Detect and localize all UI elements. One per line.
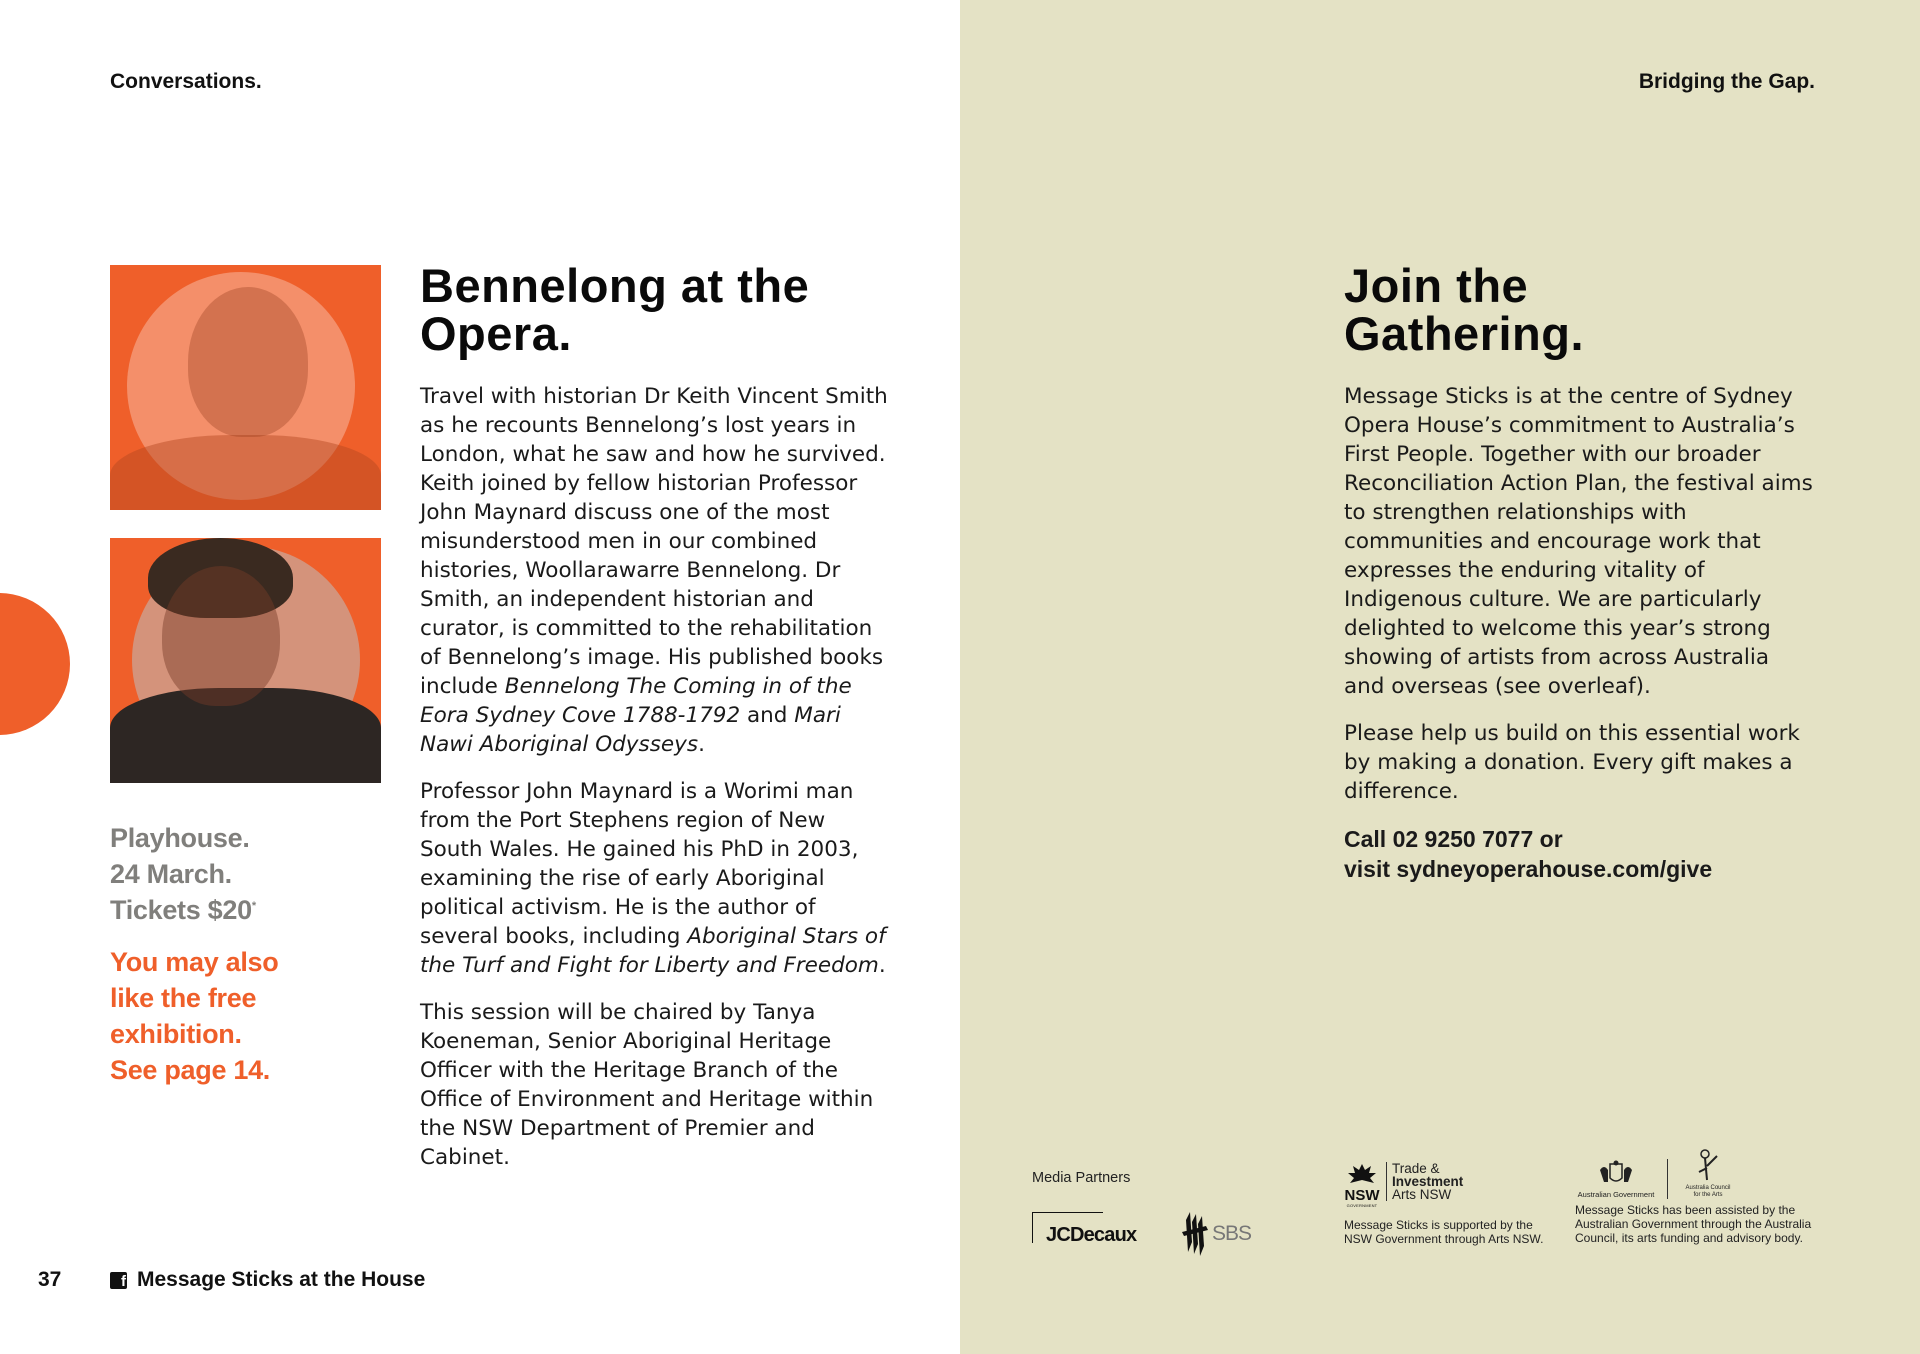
book-title: Bennelong The Coming in of the Eora Sydney Cove 1788-1792 (420, 674, 852, 728)
portrait-head (188, 287, 308, 437)
text-run: Professor John Maynard is a Worimi man from the Port Stephens region of New South Wales. He gained his PhD in 2003, examining the rise of early Aboriginal political activism. He is the author of several books, including (420, 779, 859, 949)
australian-government-label: Australian Government (1577, 1190, 1655, 1199)
australia-council-figure-icon (1693, 1148, 1723, 1182)
nsw-investment: Investment (1392, 1174, 1464, 1189)
logo-divider (1667, 1159, 1668, 1199)
nsw-wordmark: NSW (1344, 1187, 1380, 1204)
event-date: 24 March. (110, 859, 232, 889)
nsw-trade: Trade & (1392, 1161, 1440, 1176)
jcdecaux-logo (1032, 1212, 1150, 1244)
portrait-shoulders (110, 688, 381, 783)
promo-line: like the free (110, 983, 257, 1013)
portrait-keith-smith (110, 265, 381, 510)
australian-government-logos (1575, 1148, 1738, 1199)
australia-council-note: Message Sticks has been assisted by the Australian Government through the Australia Council, its arts funding and advisory body. (1575, 1203, 1812, 1245)
headline-line: Bennelong at the (420, 259, 810, 312)
sbs-logo (1182, 1212, 1251, 1256)
facebook-label: Message Sticks at the House (137, 1268, 426, 1291)
nsw-department-names (1386, 1162, 1463, 1201)
article-body-right (1344, 382, 1814, 884)
event-tickets (110, 892, 256, 928)
headline-line: Gathering. (1344, 307, 1585, 360)
running-head-left: Conversations. (110, 70, 262, 93)
decorative-orange-circle (0, 593, 70, 735)
paragraph: This session will be chaired by Tanya Koeneman, Senior Aboriginal Heritage Officer with the Heritage Branch of the Office of Environment and Heritage within the NSW Department of Premier and Cabinet. (420, 1000, 874, 1170)
headline-gathering (1344, 259, 1585, 360)
portrait-shoulders (110, 435, 381, 510)
event-venue: Playhouse. (110, 823, 250, 853)
headline-line: Join the (1344, 259, 1529, 312)
donation-call-to-action (1344, 824, 1814, 884)
nsw-government-label: GOVERNMENT (1346, 1203, 1378, 1208)
facebook-icon: f (110, 1272, 127, 1289)
promo-line: exhibition. (110, 1019, 242, 1049)
paragraph (420, 382, 890, 759)
australia-council-logo (1678, 1148, 1738, 1199)
portrait-john-maynard (110, 538, 381, 783)
cta-url[interactable]: visit sydneyoperahouse.com/give (1344, 856, 1713, 882)
exhibition-promo (110, 944, 278, 1088)
promo-line: See page 14. (110, 1055, 270, 1085)
book-title: Aboriginal Stars of the Turf and Fight for Liberty and Freedom (420, 924, 886, 978)
ticket-footnote-mark: * (251, 900, 256, 912)
text-run: . (698, 732, 705, 757)
portrait-head (162, 566, 280, 706)
running-head-right: Bridging the Gap. (1638, 70, 1815, 93)
ticket-price: Tickets $20 (110, 895, 252, 925)
text-run: Travel with historian Dr Keith Vincent Smith as he recounts Bennelong’s lost years in London, what he saw and how he survived. Keith joined by fellow historian Professor John Maynard discuss one of the most misunderstood men in our combined histories, Woollarawarre Bennelong. Dr Smith, an independent historian and curator, is committed to the rehabilitation of Bennelong’s image. His published books include (420, 384, 888, 699)
nsw-mark (1344, 1162, 1380, 1209)
australia-council-sublabel: for the Arts (1693, 1192, 1723, 1198)
coat-of-arms-icon (1596, 1160, 1636, 1188)
sbs-mercator-icon (1182, 1212, 1210, 1256)
paragraph: Message Sticks is at the centre of Sydney Opera House’s commitment to Australia’s First People. Together with our broader Reconciliation Action Plan, the festival aims to strengthen relationships with communities and encourage work that expresses the enduring vitality of Indigenous culture. We are particularly delighted to welcome this year’s strong showing of artists from across Australia and overseas (see overleaf). (1344, 384, 1813, 699)
cta-phone: Call 02 9250 7077 or (1344, 826, 1563, 852)
headline-line: Opera. (420, 307, 572, 360)
headline-bennelong (420, 259, 810, 360)
text-run: . (878, 953, 886, 978)
australia-council-label: Australia Council (1685, 1185, 1731, 1191)
nsw-arts: Arts NSW (1392, 1187, 1452, 1202)
media-partners-label: Media Partners (1032, 1170, 1131, 1186)
promo-line: You may also (110, 947, 279, 977)
nsw-support-note: Message Sticks is supported by the NSW Government through Arts NSW. (1344, 1218, 1544, 1246)
page-number: 37 (38, 1268, 62, 1291)
book-title: Mari Nawi Aboriginal Odysseys (420, 703, 841, 757)
jcdecaux-wordmark: JCDecaux (1046, 1224, 1137, 1246)
event-details (110, 820, 256, 928)
sbs-wordmark: SBS (1212, 1222, 1252, 1245)
text-run: and (740, 703, 795, 728)
paragraph: Please help us build on this essential work by making a donation. Every gift makes a difference. (1344, 721, 1800, 804)
paragraph (420, 777, 890, 980)
nsw-trade-investment-logo (1344, 1162, 1463, 1209)
waratah-icon (1346, 1162, 1378, 1184)
article-body-left (420, 382, 890, 1190)
facebook-link[interactable] (110, 1268, 425, 1292)
australian-government-logo (1575, 1160, 1657, 1199)
